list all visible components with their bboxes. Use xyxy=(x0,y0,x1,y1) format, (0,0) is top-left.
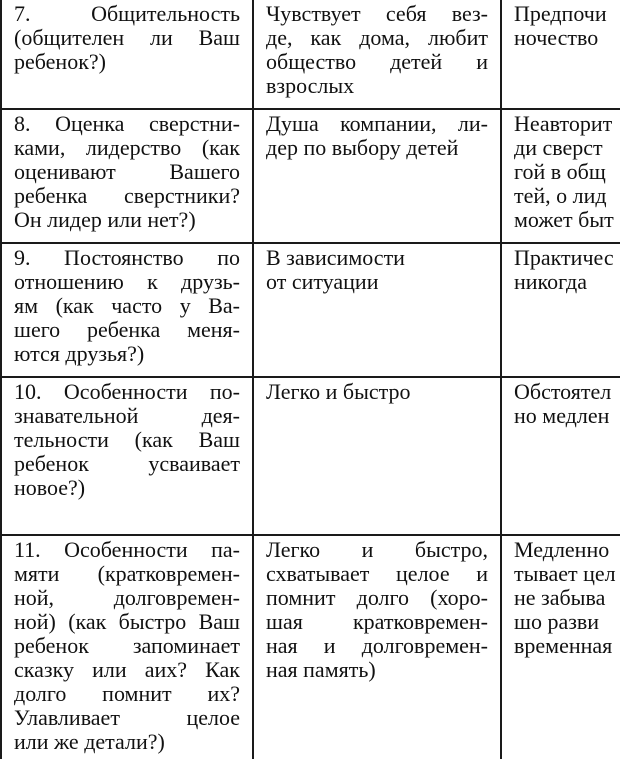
cell-line: шего ребенка меня- xyxy=(14,317,240,342)
cell-line: временная xyxy=(514,633,613,658)
table-row xyxy=(1,535,620,759)
cell-line: ребенок усваивает xyxy=(14,451,240,476)
cell-line: шая кратковремен- xyxy=(266,609,488,634)
cell-line: ребенок?) xyxy=(14,49,106,74)
cell-line: отношению к друзь- xyxy=(14,269,240,294)
cell-line: Легко и быстро xyxy=(266,379,411,404)
cell-line: Душа компании, ли- xyxy=(266,111,488,136)
cell-line: помнит долго (хоро- xyxy=(266,585,488,610)
cell-line: ками, лидерство (как xyxy=(14,135,240,160)
cell-line: ребенок запоминает xyxy=(14,633,240,658)
cell-line: или же детали?) xyxy=(14,729,165,754)
cell-line: де, как дома, любит xyxy=(266,25,488,50)
cell-line: может быт xyxy=(514,207,614,232)
cell-line: 9. Постоянство по xyxy=(14,245,240,270)
cell-line: от ситуации xyxy=(266,269,379,294)
cell-line: Легко и быстро, xyxy=(266,537,488,562)
question-cell xyxy=(1,535,253,759)
cell-line: Предпочи xyxy=(514,1,607,26)
table-row xyxy=(1,243,620,377)
cell-line: дер по выбору детей xyxy=(266,135,459,160)
cell-line: схватывает целое и xyxy=(266,561,488,586)
cell-line: никогда xyxy=(514,269,588,294)
cell-line: ной, долговремен- xyxy=(14,585,240,610)
cell-line: 7. Общительность xyxy=(14,1,240,26)
cell-line: Обстоятел xyxy=(514,379,612,404)
cell-line: Практичес xyxy=(514,245,614,270)
cell-line: общество детей и xyxy=(266,49,488,74)
question-cell xyxy=(1,0,253,109)
cell-line: ются друзья?) xyxy=(14,341,145,366)
cell-line: тельности (как Ваш xyxy=(14,427,240,452)
cell-line: тей, о лид xyxy=(514,183,607,208)
cell-line: оценивают Вашего xyxy=(14,159,240,184)
cell-line: ночество xyxy=(514,25,599,50)
question-cell xyxy=(1,109,253,243)
answer-cell xyxy=(253,535,501,759)
question-cell xyxy=(1,377,253,535)
cell-line: мяти (кратковремен- xyxy=(14,561,240,586)
cell-line: ям (как часто у Ва- xyxy=(14,293,240,318)
cell-line: 11. Особенности па- xyxy=(14,537,240,562)
cell-line: знавательной дея- xyxy=(14,403,240,428)
cell-line: Медленно xyxy=(514,537,610,562)
answer-cell xyxy=(253,377,501,535)
table-row xyxy=(1,377,620,535)
answer-cell-cropped xyxy=(501,535,620,759)
table-row xyxy=(1,0,620,109)
cell-line: ная память) xyxy=(266,657,376,682)
cell-line: долго помнит их? xyxy=(14,681,240,706)
cell-line: ребенка сверстники? xyxy=(14,183,240,208)
answer-cell xyxy=(253,243,501,377)
answer-cell-cropped xyxy=(501,109,620,243)
answer-cell-cropped xyxy=(501,377,620,535)
cell-line: 8. Оценка сверстни- xyxy=(14,111,240,136)
cell-line: Неавторит xyxy=(514,111,613,136)
cell-line: гой в общ xyxy=(514,159,606,184)
cell-line: ди сверст xyxy=(514,135,603,160)
cell-line: взрослых xyxy=(266,73,355,98)
cell-line: Он лидер или нет?) xyxy=(14,207,196,232)
cell-line: 10. Особенности по- xyxy=(14,379,240,404)
answer-cell-cropped xyxy=(501,243,620,377)
cell-line: шо разви xyxy=(514,609,600,634)
question-cell xyxy=(1,243,253,377)
cell-line: сказку или аих? Как xyxy=(14,657,240,682)
answer-cell-cropped xyxy=(501,0,620,109)
cell-line: тывает цел xyxy=(514,561,616,586)
table-row xyxy=(1,109,620,243)
cell-line: В зависимости xyxy=(266,245,405,270)
cell-line: новое?) xyxy=(14,475,86,500)
cell-line: (общителен ли Ваш xyxy=(14,25,240,50)
cell-line: Чувствует себя вез- xyxy=(266,1,488,26)
cell-line: ной) (как быстро Ваш xyxy=(14,609,240,634)
answer-cell xyxy=(253,109,501,243)
cell-line: ная и долговремен- xyxy=(266,633,488,658)
cell-line: Улавливает целое xyxy=(14,705,240,730)
cell-line: не забыва xyxy=(514,585,606,610)
cell-line: но медлен xyxy=(514,403,610,428)
answer-cell xyxy=(253,0,501,109)
